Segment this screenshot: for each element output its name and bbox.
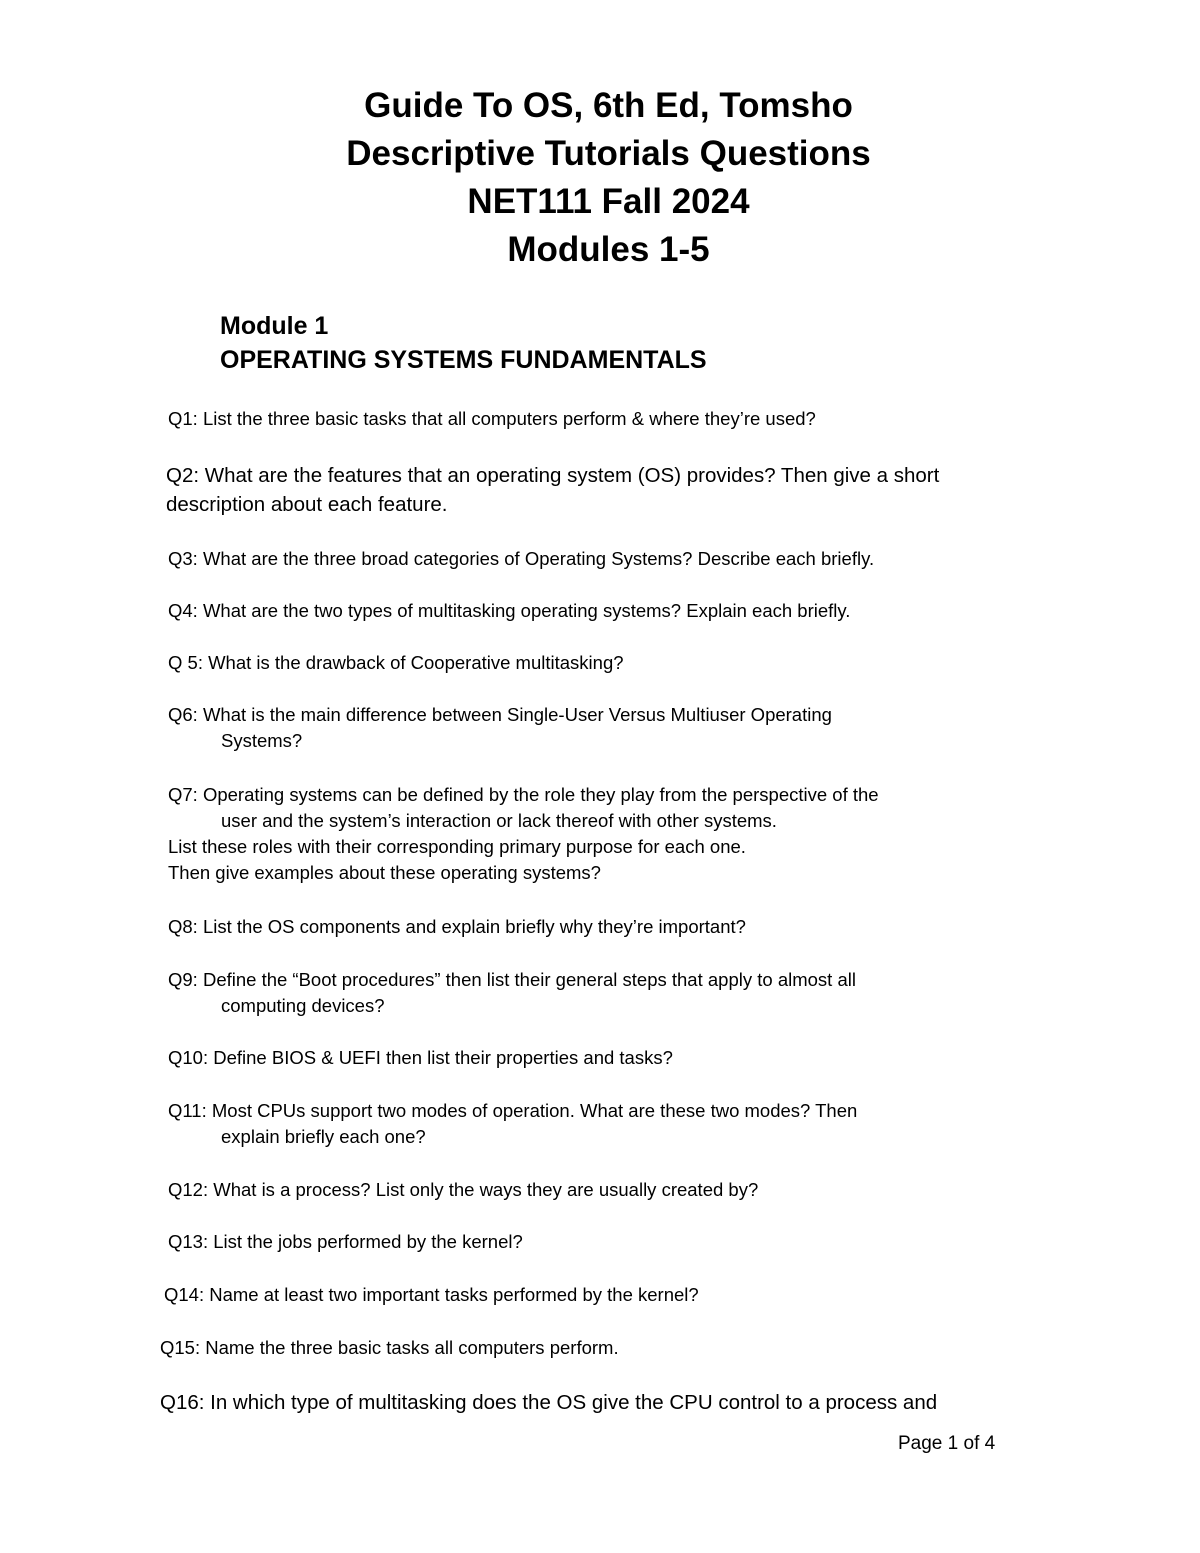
question-q1	[168, 406, 816, 432]
question-q12	[168, 1177, 758, 1203]
question-line: Q2: What are the features that an operating system (OS) provides? Then give a short	[166, 464, 940, 487]
question-line: description about each feature.	[166, 493, 448, 516]
module-subtitle: OPERATING SYSTEMS FUNDAMENTALS	[220, 346, 707, 374]
question-line: List these roles with their corresponding primary purpose for each one.	[168, 836, 746, 857]
question-q6	[168, 702, 832, 754]
question-line: user and the system’s interaction or lack thereof with other systems.	[221, 810, 777, 831]
question-line: Q7: Operating systems can be defined by the role they play from the perspective of the	[168, 784, 879, 805]
question-line: Q15: Name the three basic tasks all computers perform.	[160, 1337, 619, 1358]
question-line: Q1: List the three basic tasks that all computers perform & where they’re used?	[168, 408, 816, 429]
question-line: Q 5: What is the drawback of Cooperative multitasking?	[168, 652, 624, 673]
question-q15	[160, 1335, 619, 1361]
question-line: Q13: List the jobs performed by the kernel?	[168, 1231, 523, 1252]
document-title	[0, 82, 1200, 274]
title-line-3: NET111 Fall 2024	[467, 182, 750, 221]
page-number: Page 1 of 4	[898, 1433, 996, 1454]
title-line-1: Guide To OS, 6th Ed, Tomsho	[364, 86, 853, 125]
question-line: computing devices?	[221, 995, 385, 1016]
question-line: Q10: Define BIOS & UEFI then list their properties and tasks?	[168, 1047, 673, 1068]
question-line: Q8: List the OS components and explain briefly why they’re important?	[168, 916, 746, 937]
title-line-4: Modules 1-5	[507, 230, 710, 269]
question-q9	[168, 967, 856, 1019]
question-q3	[168, 546, 874, 572]
question-line: Q11: Most CPUs support two modes of operation. What are these two modes? Then	[168, 1100, 858, 1121]
question-line: Q12: What is a process? List only the ways they are usually created by?	[168, 1179, 759, 1200]
question-q11	[168, 1098, 857, 1150]
question-q14	[164, 1282, 699, 1308]
question-q8	[168, 914, 746, 940]
module-name: Module 1	[220, 312, 329, 340]
question-line: Q16: In which type of multitasking does the OS give the CPU control to a process and	[160, 1391, 938, 1414]
question-q2	[166, 461, 939, 519]
question-line: Systems?	[221, 730, 303, 751]
question-q4	[168, 598, 850, 624]
question-q13	[168, 1229, 523, 1255]
question-line: Q4: What are the two types of multitasking operating systems? Explain each briefly.	[168, 600, 851, 621]
question-q5	[168, 650, 624, 676]
title-line-2: Descriptive Tutorials Questions	[346, 134, 871, 173]
question-line: Q14: Name at least two important tasks performed by the kernel?	[164, 1284, 699, 1305]
question-q7	[168, 782, 879, 886]
question-q10	[168, 1045, 673, 1071]
question-line: Then give examples about these operating systems?	[168, 862, 601, 883]
question-line: Q3: What are the three broad categories of Operating Systems? Describe each briefly.	[168, 548, 875, 569]
question-line: explain briefly each one?	[221, 1126, 426, 1147]
question-q16	[160, 1388, 937, 1417]
module-heading	[220, 309, 707, 377]
question-line: Q6: What is the main difference between Single-User Versus Multiuser Operating	[168, 704, 832, 725]
question-line: Q9: Define the “Boot procedures” then list their general steps that apply to almost all	[168, 969, 856, 990]
